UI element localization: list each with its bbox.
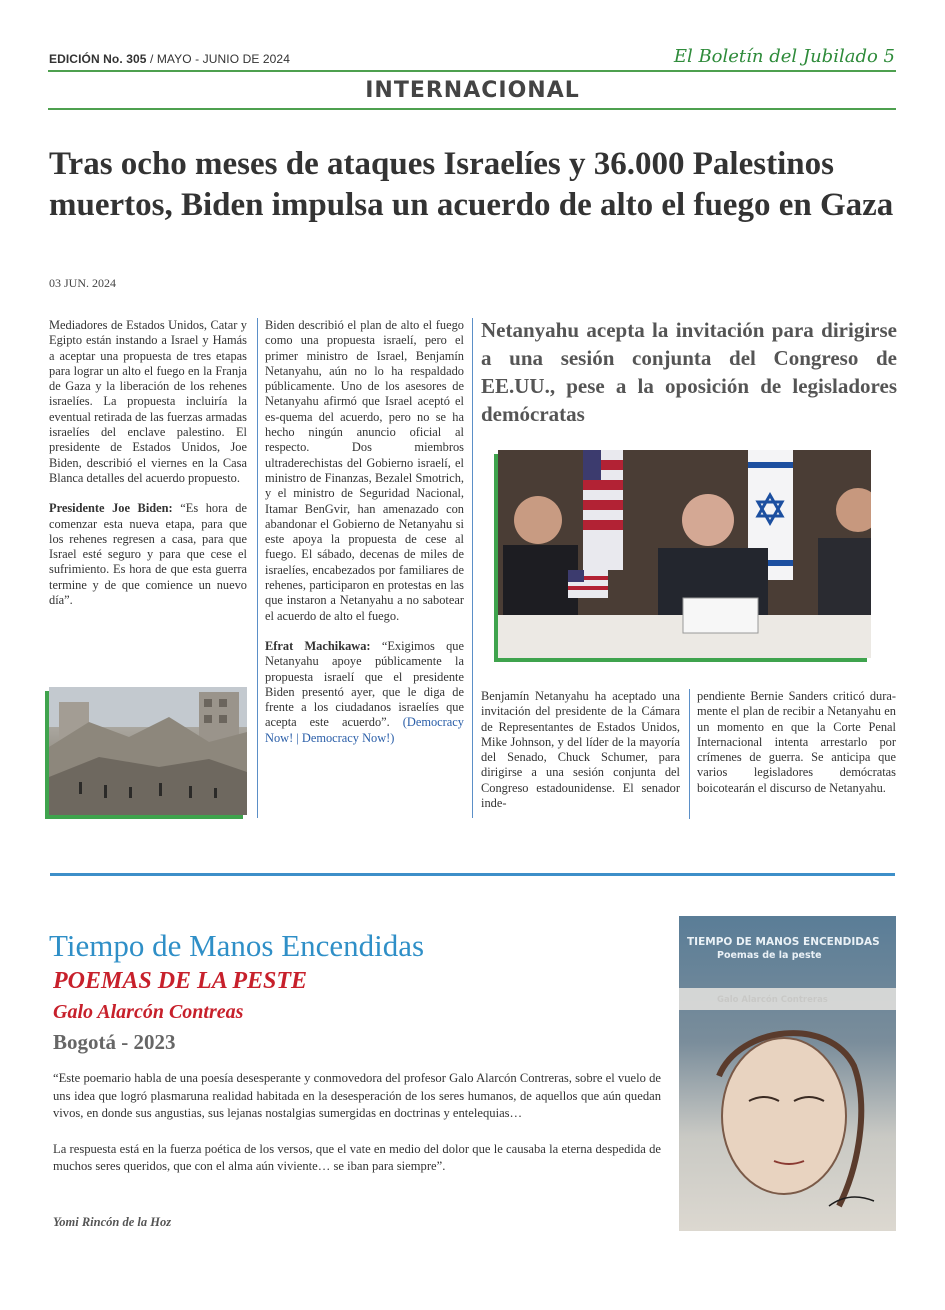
edition-label: EDICIÓN No. 305 / MAYO - JUNIO DE 2024 (49, 52, 290, 66)
cover-subtitle: Poemas de la peste (717, 950, 822, 961)
column-divider (689, 689, 690, 819)
machikawa-quote: Efrat Machikawa: “Exigimos que Netanyahu apoye públicamente la propuesta israelí que el presidente Biden presentó ayer, que le diga de frente a los ciudadanos israelíes que acepta este acuerdo”. (Democracy Now! | Democracy Now!) (265, 638, 464, 745)
article-paragraph: Mediadores de Estados Unidos, Catar y Egipto están instando a Israel y Hamás a aceptar una propuesta de tres etapas para lograr un alto el fuego en la Franja de Gaza y la liberación de los rehenes israelíes. La propuesta incluiría la eventual retirada de las fuerzas armadas israelíes del enclave palestino. El presidente de Estados Unidos, Joe Biden, describió el viernes en la Casa Blanca detalles del acuerdo propuesto. (49, 318, 247, 485)
book-cover-image (679, 916, 896, 1231)
cover-illustration (679, 916, 896, 1231)
article-headline: Tras ocho meses de ataques Israelíes y 36.000 Palestinos muertos, Biden impulsa un acuerdo de alto el fuego en Gaza (49, 146, 894, 223)
review-paragraph: La respuesta está en la fuerza poética de los versos, que el vate en medio del dolor que le causaba la eterna despedida de muchos seres queridos, que con el alma aún viviente… se iban para siempre”. (53, 1141, 661, 1173)
netanyahu-meeting-photo (498, 450, 871, 658)
book-title: Tiempo de Manos Encendidas (49, 928, 425, 963)
section-divider-blue (50, 873, 895, 876)
source-link[interactable]: (Democracy Now! | Democracy Now!) (265, 715, 464, 745)
side-article-column-2: pendiente Bernie Sanders criticó dura-mente el plan de recibir a Netanyahu en un momento en que la Corte Penal Internacional intenta arrestarlo por crímenes de guerra. Se anticipa que varios legisladores demócratas boicotearán el discurso de Netanyahu. (697, 689, 896, 795)
section-divider (48, 108, 896, 110)
column-divider (472, 318, 473, 818)
book-review (53, 1070, 661, 1194)
article-date: 03 JUN. 2024 (49, 276, 117, 290)
book-place-year: Bogotá - 2023 (53, 1030, 176, 1054)
article-column-1 (49, 318, 247, 623)
cover-title: TIEMPO DE MANOS ENCENDIDAS (687, 936, 880, 948)
header-divider (48, 70, 896, 72)
side-article-column-1: Benjamín Netanyahu ha aceptado una invitación del presidente de la Cámara de Representantes de Estados Unidos, Mike Johnson, y del líder de la mayoría del Senado, Chuck Schumer, para dirigirse a una sesión conjunta del Congreso estadounidense. El senador inde- (481, 689, 680, 811)
biden-quote: Presidente Joe Biden: “Es hora de comenzar esta nueva etapa, para que los rehenes regresen a casa, para que Israel esté seguro y para que cese el sufrimiento. Es hora de que esta guerra termine y de que comience un nuevo día”. (49, 501, 247, 608)
section-title: INTERNACIONAL (365, 78, 580, 103)
gaza-photo-image (49, 687, 247, 815)
review-paragraph: “Este poemario habla de una poesía desesperante y conmovedora del profesor Galo Alarcón Contreras, sobre el vuelo de uns idea que logró plasmaruna realidad habitada en la desesperación de los seres humanos, de aquellos que aún quedan vivos, en donde sus angustias, sus lejanas nostalgias sumergidas en doctrinas y entelequias… (53, 1071, 661, 1120)
gaza-rubble-photo (49, 687, 247, 815)
publication-name: El Boletín del Jubilado 5 (673, 46, 895, 67)
meeting-photo-image (498, 450, 871, 658)
review-signature: Yomi Rincón de la Hoz (53, 1215, 172, 1229)
book-subtitle: POEMAS DE LA PESTE (53, 968, 308, 994)
book-author: Galo Alarcón Contreas (53, 1001, 244, 1023)
article-column-2 (265, 318, 464, 761)
side-article-headline: Netanyahu acepta la invitación para dirigirse a una sesión conjunta del Congreso de EE.UU., pese a la oposición de legisladores demócratas (481, 318, 897, 426)
article-paragraph: Biden describió el plan de alto el fuego como una propuesta israelí, pero el primer ministro de Israel, Benjamín Netanyahu, aún no lo ha respaldado públicamente. Uno de los asesores de Netanyahu afirmó que Israel aceptó el es-quema del acuerdo, pero no se ha hecho ningún anuncio oficial al respecto. Dos miembros ultraderechistas del Gobierno israelí, el ministro de Finanzas, Bezalel Smotrich, y el ministro de Seguridad Nacional, Itamar BenGvir, han amenazado con abandonar el Gobierno de Netanyahu si este apoya la propuesta de cese al fuego. El sábado, decenas de miles de israelíes, encabezados por familiares de rehenes, participaron en protestas en las que instaron a Netanyahu a no sabotear el acuerdo de alto el fuego. (265, 318, 464, 623)
column-divider (257, 318, 258, 818)
